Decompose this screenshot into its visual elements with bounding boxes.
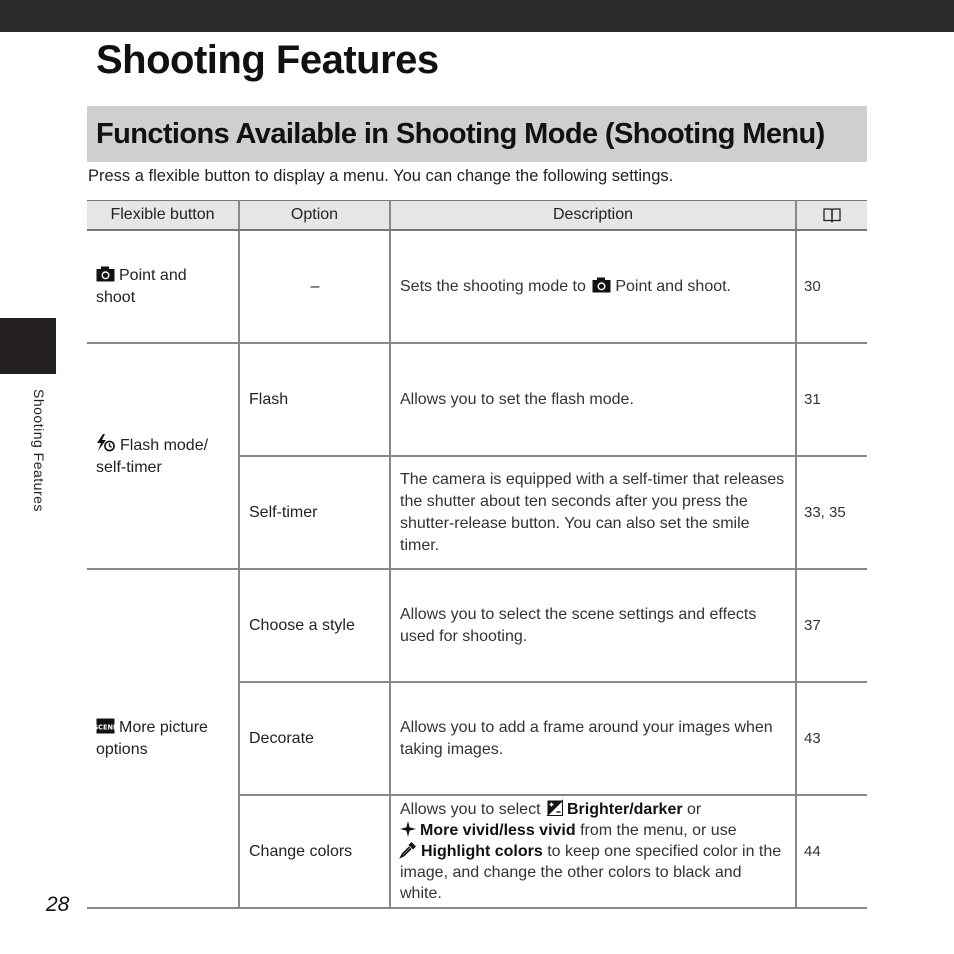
description-cell: Sets the shooting mode to Point and shoot.	[390, 230, 796, 343]
page-ref-cell: 30	[796, 230, 867, 343]
section-header	[87, 106, 867, 162]
intro-text: Press a flexible button to display a menu. You can change the following settings.	[88, 167, 674, 185]
header-option: Option	[239, 201, 390, 231]
table-row	[87, 343, 867, 456]
description-cell: Allows you to select Brighter/darker or More vivid/less vivid from the menu, or use Highlight colors to keep one specified color in the image, and change the other colors to black and white.	[390, 795, 796, 908]
table-row	[87, 230, 867, 343]
option-cell: Flash	[239, 343, 390, 456]
page-ref-cell: 43	[796, 682, 867, 795]
camera-icon	[592, 277, 611, 293]
eyedropper-icon	[400, 841, 417, 858]
header-description: Description	[390, 201, 796, 231]
flexible-button-cell	[87, 230, 239, 343]
description-cell: The camera is equipped with a self-timer that releases the shutter about ten seconds after you press the shutter-release button. You can also set the smile timer.	[390, 456, 796, 569]
option-cell: Change colors	[239, 795, 390, 908]
side-tab-label: Shooting Features	[31, 389, 47, 512]
page-ref-cell: 33, 35	[796, 456, 867, 569]
section-title: Functions Available in Shooting Mode (Shooting Menu)	[96, 118, 825, 150]
page-ref-cell: 37	[796, 569, 867, 682]
page-ref-cell: 31	[796, 343, 867, 456]
description-cell: Allows you to set the flash mode.	[390, 343, 796, 456]
camera-icon	[96, 266, 115, 282]
top-bar	[0, 0, 954, 32]
book-icon	[823, 207, 841, 223]
exposure-icon	[547, 800, 563, 816]
flexible-button-cell	[87, 569, 239, 908]
scene-icon	[93, 718, 118, 734]
flash-timer-icon	[96, 434, 116, 452]
button-label: Flash mode/ self-timer	[96, 436, 209, 476]
option-cell: Decorate	[239, 682, 390, 795]
table-header-row	[87, 201, 867, 231]
header-flexible-button: Flexible button	[87, 201, 239, 231]
settings-table	[87, 200, 867, 909]
svg-text:SCENE: SCENE	[93, 723, 118, 731]
flexible-button-cell	[87, 343, 239, 569]
description-cell: Allows you to select the scene settings and effects used for shooting.	[390, 569, 796, 682]
header-reference	[796, 201, 867, 231]
chapter-title: Shooting Features	[96, 38, 439, 82]
option-cell: –	[239, 230, 390, 343]
option-cell: Self-timer	[239, 456, 390, 569]
table-row	[87, 569, 867, 682]
page-ref-cell: 44	[796, 795, 867, 908]
button-label: More picture options	[96, 718, 208, 758]
chapter-tab	[0, 318, 56, 374]
description-cell: Allows you to add a frame around your images when taking images.	[390, 682, 796, 795]
sparkle-icon	[400, 821, 416, 837]
page-number: 28	[46, 893, 70, 916]
button-label: Point and shoot	[96, 266, 187, 306]
option-cell: Choose a style	[239, 569, 390, 682]
